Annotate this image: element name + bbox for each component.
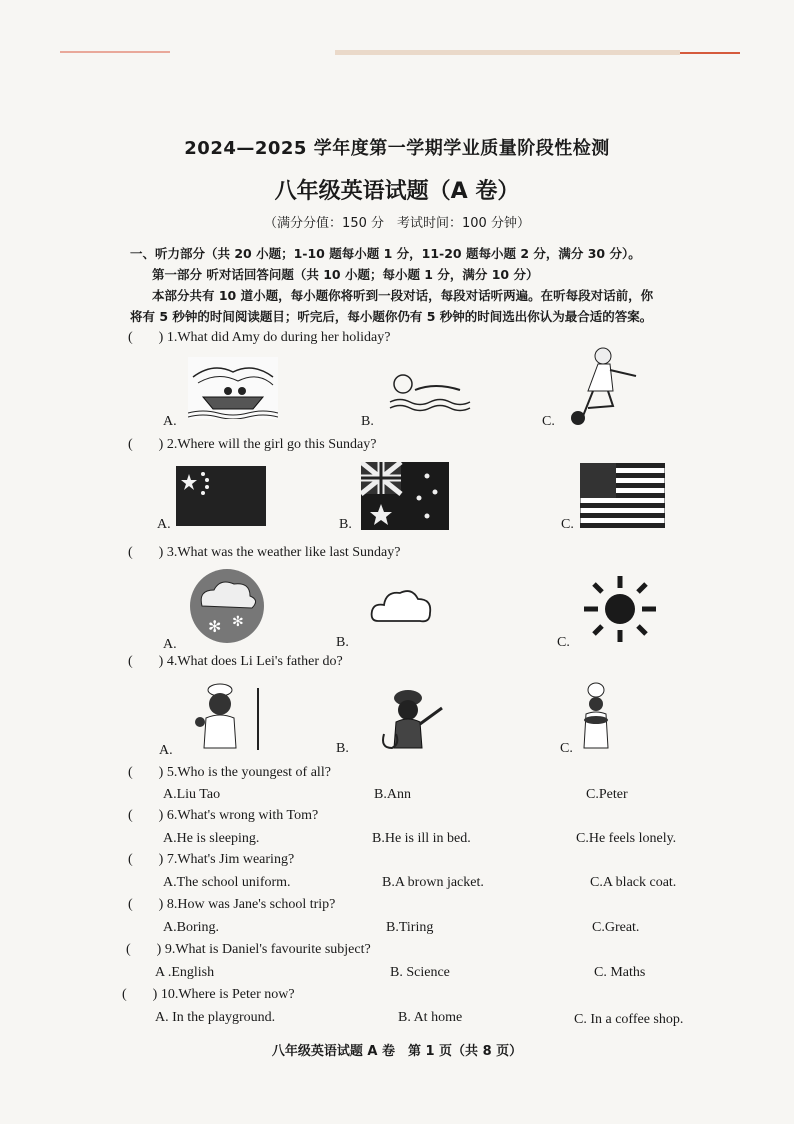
svg-text:✻: ✻	[232, 614, 244, 630]
answer-paren-open[interactable]: (	[128, 545, 133, 560]
q5-option-b[interactable]: B.Ann	[374, 787, 411, 802]
question-text: 6.What's wrong with Tom?	[166, 808, 319, 823]
q8-option-b[interactable]: B.Tiring	[386, 920, 434, 935]
answer-paren-open[interactable]: (	[126, 942, 131, 957]
q6-option-c[interactable]: C.He feels lonely.	[576, 831, 677, 846]
question-2	[128, 437, 376, 453]
answer-paren-close[interactable]: )	[158, 897, 164, 912]
snow-weather-picture	[184, 568, 270, 644]
sunny-weather-picture	[580, 574, 660, 644]
svg-text:✻: ✻	[208, 617, 222, 636]
q1-option-c[interactable]: C.	[542, 414, 555, 429]
answer-paren-close[interactable]: )	[156, 942, 162, 957]
q6-option-a[interactable]: A.He is sleeping.	[163, 831, 260, 846]
q2-option-c[interactable]: C.	[561, 517, 574, 532]
scan-edge-line	[60, 50, 740, 56]
q3-option-a[interactable]: A.	[163, 637, 177, 652]
question-7	[128, 852, 294, 868]
question-text: 1.What did Amy do during her holiday?	[166, 330, 391, 345]
china-flag-picture	[176, 466, 266, 526]
question-3	[128, 545, 401, 561]
instructions-line-1: 本部分共有 10 道小题，每小题你将听到一段对话，每段对话听两遍。在听每段对话前，你	[152, 288, 654, 303]
question-text: 9.What is Daniel's favourite subject?	[164, 942, 371, 957]
answer-paren-close[interactable]: )	[158, 545, 164, 560]
question-text: 2.Where will the girl go this Sunday?	[166, 437, 377, 452]
usa-flag-picture	[580, 463, 665, 528]
q10-option-a[interactable]: A. In the playground.	[155, 1010, 276, 1025]
q2-option-a[interactable]: A.	[157, 517, 171, 532]
answer-paren-close[interactable]: )	[158, 330, 164, 345]
answer-paren-close[interactable]: )	[158, 808, 164, 823]
page-footer: 八年级英语试题 A 卷 第 1 页（共 8 页）	[271, 1044, 523, 1059]
q5-option-a[interactable]: A.Liu Tao	[163, 787, 221, 802]
q5-option-c[interactable]: C.Peter	[586, 787, 628, 802]
question-8	[128, 897, 335, 913]
part-heading: 第一部分 听对话回答问题（共 10 小题；每小题 1 分，满分 10 分）	[152, 267, 539, 282]
q9-option-b[interactable]: B. Science	[390, 965, 450, 980]
question-4	[128, 654, 343, 670]
australia-flag-picture	[361, 462, 449, 530]
answer-paren-close[interactable]: )	[158, 852, 164, 867]
exam-title: 2024—2025 学年度第一学期学业质量阶段性检测	[184, 138, 610, 159]
q4-option-b[interactable]: B.	[336, 741, 349, 756]
q7-option-c[interactable]: C.A black coat.	[590, 875, 677, 890]
question-text: 3.What was the weather like last Sunday?	[166, 545, 401, 560]
swimming-picture	[385, 372, 480, 412]
answer-paren-close[interactable]: )	[158, 437, 164, 452]
question-5	[128, 765, 331, 781]
question-text: 10.Where is Peter now?	[160, 987, 295, 1002]
question-text: 5.Who is the youngest of all?	[166, 765, 331, 780]
answer-paren-open[interactable]: (	[128, 654, 133, 669]
q1-option-a[interactable]: A.	[163, 414, 177, 429]
question-text: 7.What's Jim wearing?	[166, 852, 295, 867]
q8-option-c[interactable]: C.Great.	[592, 920, 640, 935]
q10-option-b[interactable]: B. At home	[398, 1010, 463, 1025]
cloudy-weather-picture	[370, 585, 434, 627]
q9-option-a[interactable]: A .English	[155, 965, 215, 980]
answer-paren-open[interactable]: (	[128, 808, 133, 823]
question-10	[122, 987, 295, 1003]
section-heading: 一、听力部分（共 20 小题；1-10 题每小题 1 分，11-20 题每小题 2 分，满分 30 分）。	[130, 246, 641, 261]
question-text: 4.What does Li Lei's father do?	[166, 654, 343, 669]
boating-picture	[188, 357, 278, 419]
q3-option-b[interactable]: B.	[336, 635, 349, 650]
question-text: 8.How was Jane's school trip?	[166, 897, 336, 912]
answer-paren-open[interactable]: (	[128, 852, 133, 867]
q3-option-c[interactable]: C.	[557, 635, 570, 650]
q10-option-c[interactable]: C. In a coffee shop.	[574, 1012, 684, 1027]
exam-meta: （满分分值：150 分 考试时间：100 分钟）	[264, 216, 530, 231]
question-1	[128, 330, 390, 346]
answer-paren-open[interactable]: (	[128, 897, 133, 912]
firefighter-picture	[380, 688, 444, 754]
answer-paren-close[interactable]: )	[158, 654, 164, 669]
answer-paren-open[interactable]: (	[122, 987, 127, 1002]
q1-option-b[interactable]: B.	[361, 414, 374, 429]
football-picture	[558, 346, 648, 426]
chef-picture	[578, 682, 614, 752]
answer-paren-open[interactable]: (	[128, 330, 133, 345]
q4-option-a[interactable]: A.	[159, 743, 173, 758]
q7-option-b[interactable]: B.A brown jacket.	[382, 875, 484, 890]
answer-paren-close[interactable]: )	[152, 987, 158, 1002]
question-6	[128, 808, 318, 824]
q4-option-c[interactable]: C.	[560, 741, 573, 756]
answer-paren-close[interactable]: )	[158, 765, 164, 780]
exam-subtitle: 八年级英语试题（A 卷）	[274, 179, 520, 204]
instructions-line-2: 将有 5 秒钟的时间阅读题目；听完后，每小题你仍有 5 秒钟的时间选出你认为最合适的答案。	[130, 309, 653, 324]
q8-option-a[interactable]: A.Boring.	[163, 920, 219, 935]
q6-option-b[interactable]: B.He is ill in bed.	[372, 831, 471, 846]
q7-option-a[interactable]: A.The school uniform.	[163, 875, 291, 890]
q2-option-b[interactable]: B.	[339, 517, 352, 532]
q9-option-c[interactable]: C. Maths	[594, 965, 646, 980]
question-9	[126, 942, 371, 958]
doctor-picture	[190, 680, 262, 750]
answer-paren-open[interactable]: (	[128, 437, 133, 452]
answer-paren-open[interactable]: (	[128, 765, 133, 780]
